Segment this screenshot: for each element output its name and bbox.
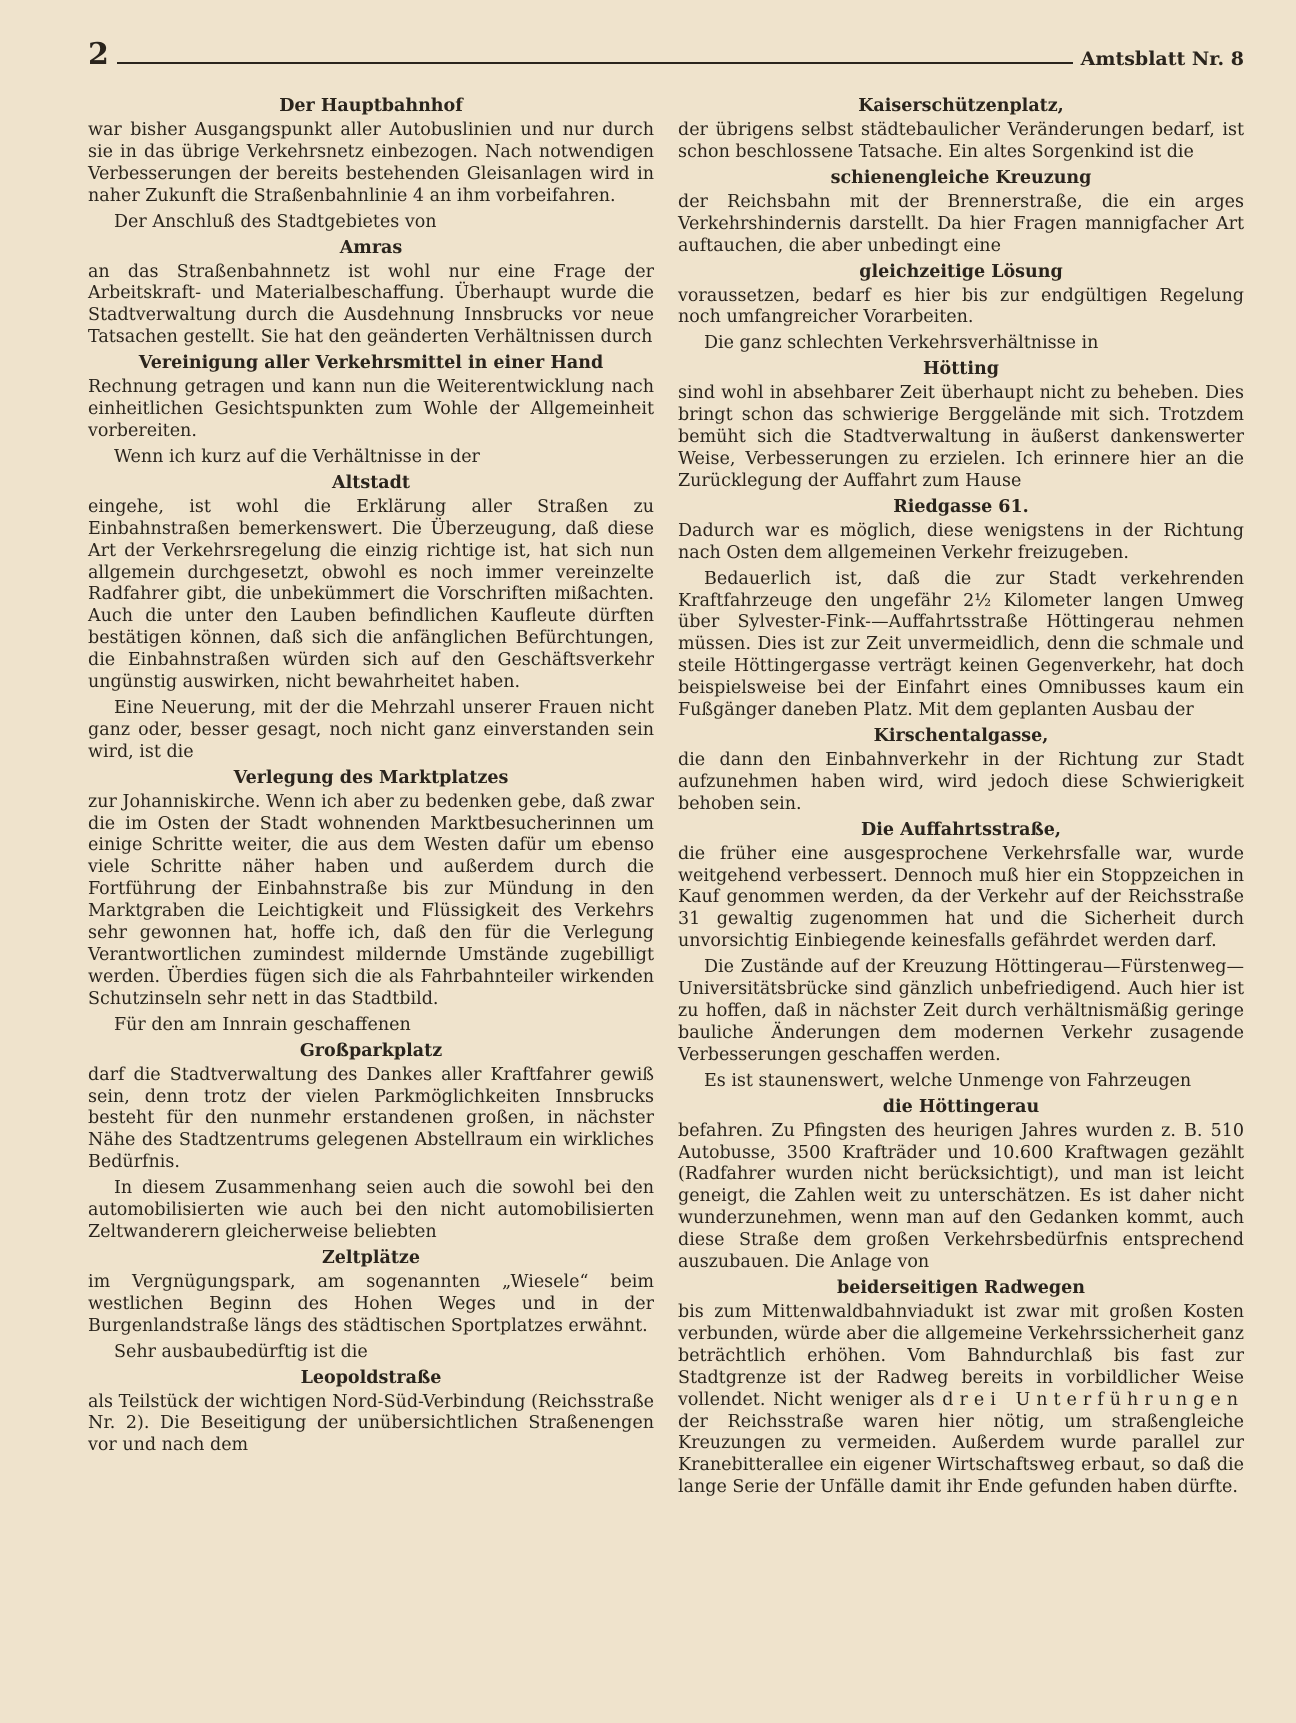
paragraph: der übrigens selbst städtebaulicher Veränderungen bedarf, ist schon beschlossene Tatsache. Ein altes Sorgenkind ist die — [678, 120, 1244, 162]
header-rule — [117, 62, 1073, 64]
paragraph — [678, 1302, 1244, 1499]
paragraph: befahren. Zu Pfingsten des heurigen Jahres wurden z. B. 510 Autobusse, 3500 Krafträder und 10.600 Kraftwagen gezählt (Radfahrer wurden nicht berücksichtigt), und man ist leicht geneigt, die Zahlen weit zu unterschätzen. Es ist daher nicht wunderzunehmen, wenn man auf den Gedanken kommt, auch diese Straße dem großen Verkehrsbedürfnis entsprechend auszubauen. Die Anlage von — [678, 1120, 1244, 1273]
heading: Großparkplatz — [299, 1040, 443, 1061]
paragraph: der Reichsbahn mit der Brennerstraße, die ein arges Verkehrshindernis darstellt. Da hier Fragen mannigfacher Art auftauchen, die aber unbedingt eine — [678, 191, 1244, 256]
paragraph: darf die Stadtverwaltung des Dankes aller Kraftfahrer gewiß sein, denn trotz der vielen Parkmöglichkeiten Innsbrucks besteht für den nunmehr erstandenen großen, in nächster Nähe des Stadtzentrums gelegenen Abstellraum ein wirkliches Bedürfnis. — [88, 1064, 654, 1173]
masthead: Amtsblatt Nr. 8 — [1080, 48, 1244, 70]
heading: Kirschentalgasse, — [873, 725, 1049, 746]
paragraph: Es ist staunenswert, welche Unmenge von Fahrzeugen — [704, 1070, 1192, 1091]
heading: Hötting — [923, 359, 999, 380]
paragraph-text: bis zum Mittenwaldbahnviadukt ist zwar mit großen Kosten verbunden, würde aber die allgemeine Verkehrssicherheit ganz beträchtlich erhöhen. Vom Bahndurchlaß bis fast zur Stadtgrenze ist der Radweg bereits in vorbildlicher Weise vollendet. Nicht weniger als — [678, 1301, 1244, 1410]
paragraph: Dadurch war es möglich, diese wenigstens in der Richtung nach Osten dem allgemeinen Verkehr freizugeben. — [678, 520, 1244, 563]
heading: Vereinigung aller Verkehrsmittel in einer Hand — [138, 353, 604, 374]
heading: Leopoldstraße — [300, 1367, 442, 1388]
article-columns — [88, 92, 1244, 1499]
paragraph: als Teilstück der wichtigen Nord-Süd-Verbindung (Reichsstraße Nr. 2). Die Beseitigung der unübersichtlichen Straßenengen vor und nach dem — [88, 1391, 654, 1456]
paragraph: an das Straßenbahnnetz ist wohl nur eine Frage der Arbeitskraft- und Materialbeschaffung. Überhaupt wurde die Stadtverwaltung durch die Ausdehnung Innsbrucks vor neue Tatsachen gestellt. Sie hat den geänderten Verhältnissen durch — [88, 261, 654, 348]
page-number: 2 — [88, 37, 109, 72]
heading: Der Hauptbahnhof — [279, 96, 463, 116]
paragraph: In diesem Zusammenhang seien auch die sowohl bei den automobilisierten wie auch bei den nicht automobilisierten Zeltwanderern gleicherweise beliebten — [88, 1178, 654, 1242]
heading: schienengleiche Kreuzung — [830, 167, 1092, 188]
paragraph: die früher eine ausgesprochene Verkehrsfalle war, wurde weitgehend verbessert. Dennoch muß hier ein Stoppzeichen in Kauf genommen werden, da der Verkehr auf der Reichsstraße 31 gewaltig zugenommen hat und die Sicherheit durch unvorsichtig Einbiegende keinesfalls gefährdet werden darf. — [678, 843, 1244, 952]
heading: Riedgasse 61. — [893, 496, 1029, 517]
heading: Die Auffahrtsstraße, — [861, 819, 1061, 840]
right-column — [678, 92, 1244, 1499]
paragraph: Die Zustände auf der Kreuzung Höttingerau—Fürstenweg—Universitätsbrücke sind gänzlich unbefriedigend. Auch hier ist zu hoffen, daß in nächster Zeit durch verhältnismäßig geringe bauliche Änderungen dem modernen Verkehr zusagende Verbesserungen geschaffen werden. — [678, 957, 1244, 1065]
heading: Zeltplätze — [321, 1247, 421, 1268]
paragraph: Die ganz schlechten Verkehrsverhältnisse in — [704, 333, 1099, 354]
paragraph: Sehr ausbaubedürftig ist die — [114, 1341, 368, 1362]
paragraph: Wenn ich kurz auf die Verhältnisse in der — [114, 446, 480, 467]
heading: Amras — [339, 237, 403, 258]
paragraph: sind wohl in absehbarer Zeit überhaupt nicht zu beheben. Dies bringt schon das schwierige Berggelände mit sich. Trotzdem bemüht sich die Stadtverwaltung in äußerst dankenswerter Weise, Verbesserungen zu erzielen. Ich erinnere hier an die Zurücklegung der Auffahrt zum Hause — [678, 383, 1244, 491]
paragraph: im Vergnügungspark, am sogenannten „Wiesele“ beim westlichen Beginn des Hohen Weges und in der Burgenlandstraße längs des städtischen Sportplatzes erwähnt. — [88, 1271, 654, 1336]
heading: die Höttingerau — [882, 1096, 1040, 1117]
heading: gleichzeitige Lösung — [859, 261, 1063, 282]
paragraph: Rechnung getragen und kann nun die Weiterentwicklung nach einheitlichen Gesichtspunkten zum Wohle der Allgemeinheit vorbereiten. — [88, 377, 654, 441]
heading: Altstadt — [332, 472, 410, 493]
spaced-emphasis: drei Unterführungen — [942, 1389, 1244, 1410]
paragraph: die dann den Einbahnverkehr in der Richtung zur Stadt aufzunehmen haben wird, wird jedoch diese Schwierigkeit behoben sein. — [678, 749, 1244, 814]
left-column — [88, 92, 654, 1499]
heading: Verlegung des Marktplatzes — [233, 767, 509, 788]
paragraph: Der Anschluß des Stadtgebietes von — [114, 211, 437, 232]
paragraph: war bisher Ausgangspunkt aller Autobuslinien und nur durch sie in das übrige Verkehrsnetz einbezogen. Nach notwendigen Verbesserungen der bereits bestehenden Gleisanlagen wird in naher Zukunft die Straßenbahnlinie 4 an ihm vorbeifahren. — [88, 120, 654, 206]
heading: beiderseitigen Radwegen — [837, 1277, 1085, 1298]
paragraph: voraussetzen, bedarf es hier bis zur endgültigen Regelung noch umfangreicher Vorarbeiten. — [678, 285, 1244, 328]
paragraph: eingehe, ist wohl die Erklärung aller Straßen zu Einbahnstraßen bemerkenswert. Die Überzeugung, daß diese Art der Verkehrsregelung die einzig richtige ist, hat sich nun allgemein durchgesetzt, obwohl es noch immer vereinzelte Radfahrer gibt, die unbekümmert die Vorschriften mißachten. Auch die unter den Lauben befindlichen Kaufleute dürften bestätigen können, daß sich die anfänglichen Befürchtungen, die Einbahnstraßen würden sich auf den Geschäftsverkehr ungünstig auswirken, nicht bewahrheitet haben. — [88, 496, 654, 693]
paragraph: Für den am Innrain geschaffenen — [114, 1014, 411, 1035]
paragraph: Bedauerlich ist, daß die zur Stadt verkehrenden Kraftfahrzeuge den ungefähr 2½ Kilometer langen Umweg über Sylvester-Fink-—Auffahrtsstraße Höttingerau nehmen müssen. Dies ist zur Zeit unvermeidlich, denn die schmale und steile Höttingergasse verträgt keinen Gegenverkehr, hat doch beispielsweise bei der Einfahrt eines Omnibusses kaum ein Fußgänger daneben Platz. Mit dem geplanten Ausbau der — [678, 568, 1244, 721]
page-header — [88, 36, 1244, 70]
paragraph: Eine Neuerung, mit der die Mehrzahl unserer Frauen nicht ganz oder, besser gesagt, noch nicht ganz einverstanden sein wird, ist die — [88, 697, 654, 762]
heading: Kaiserschützenplatz, — [858, 96, 1064, 116]
paragraph-text: der Reichsstraße waren hier nötig, um straßengleiche Kreuzungen zu vermeiden. Außerdem wurde parallel zur Kranebitterallee ein eigener Wirtschaftsweg erbaut, so daß die lange Serie der Unfälle damit ihr Ende gefunden haben dürfte. — [678, 1411, 1244, 1498]
paragraph: zur Johanniskirche. Wenn ich aber zu bedenken gebe, daß zwar die im Osten der Stadt wohnenden Marktbesucherinnen um einige Schritte weiter, die aus dem Westen dafür um ebenso viele Schritte näher haben und außerdem durch die Fortführung der Einbahnstraße bis zur Mündung in den Marktgraben die Leichtigkeit und Flüssigkeit des Verkehrs sehr gewonnen hat, hoffe ich, daß den für die Verlegung Verantwortlichen zumindest mildernde Umstände zugebilligt werden. Überdies fügen sich die als Fahrbahnteiler wirkenden Schutzinseln sehr nett in das Stadtbild. — [88, 791, 654, 1009]
